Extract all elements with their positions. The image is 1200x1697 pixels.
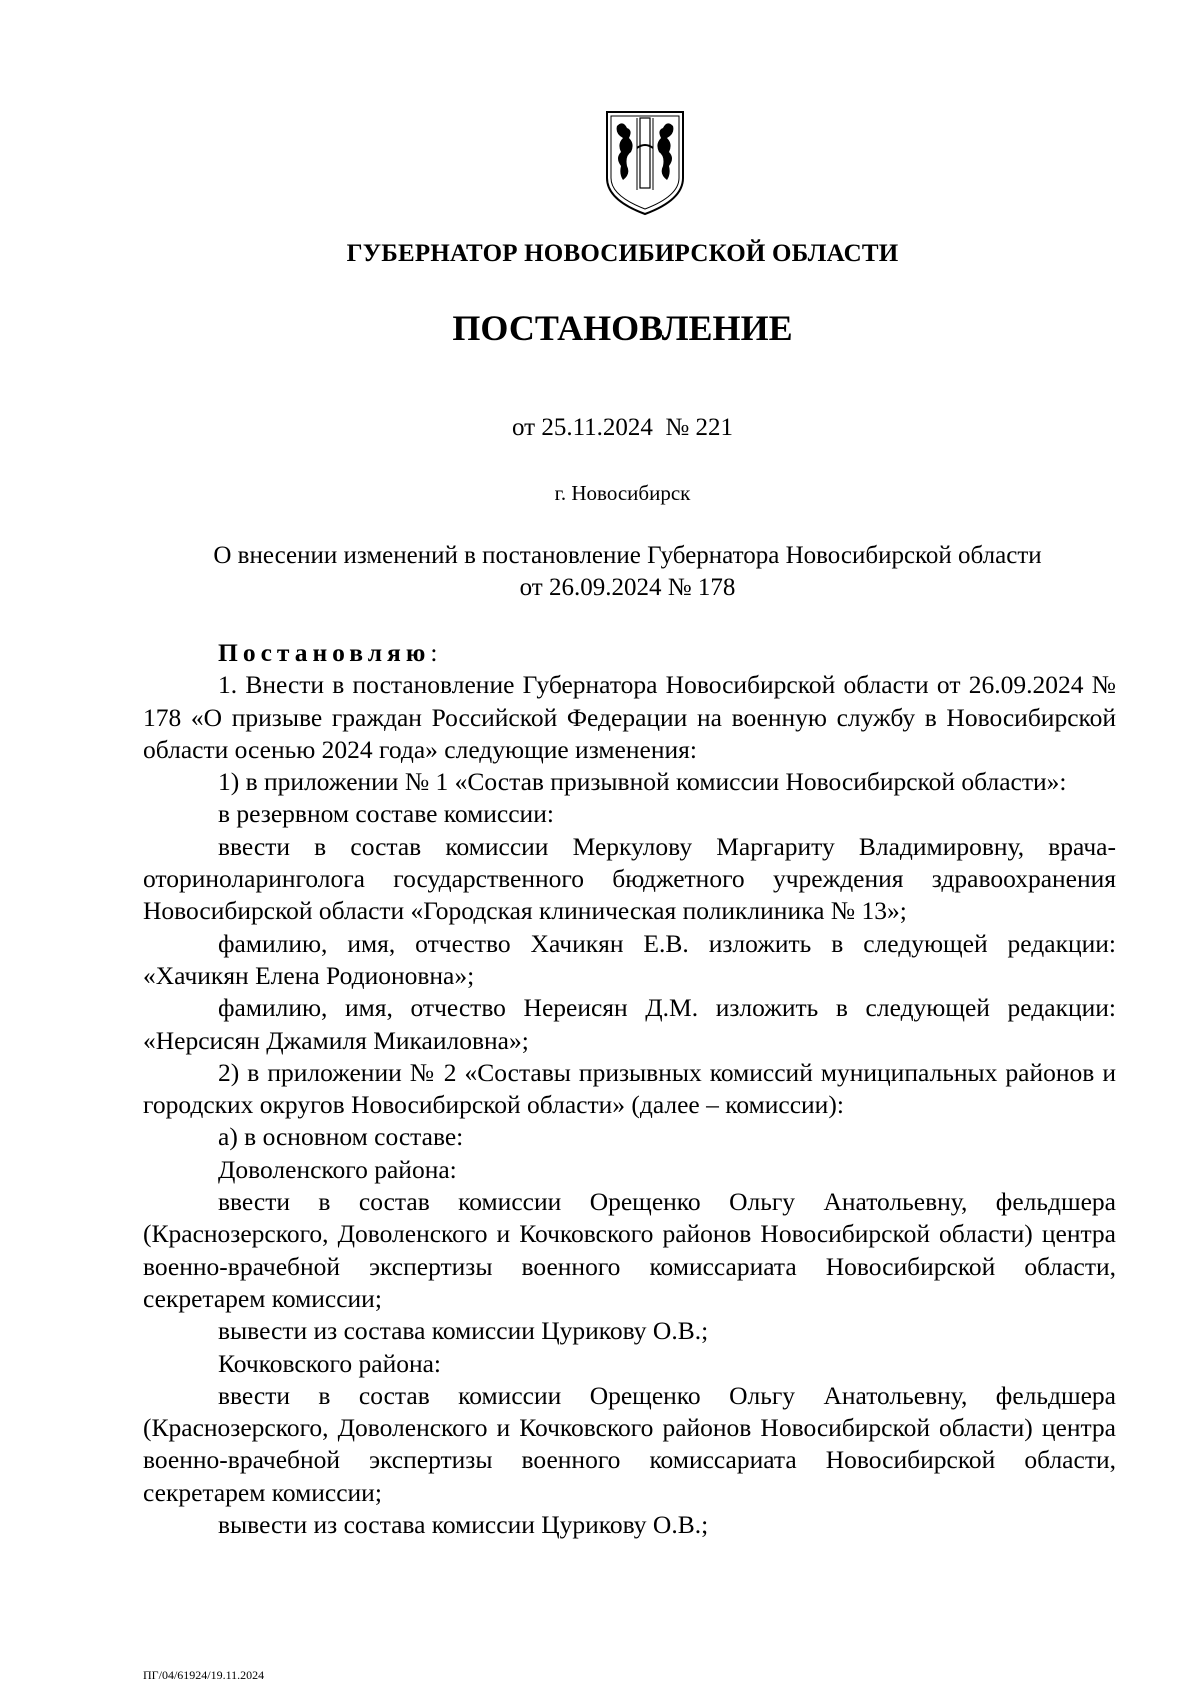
coat-of-arms-icon xyxy=(603,108,687,218)
footer-document-code: ПГ/04/61924/19.11.2024 xyxy=(143,1668,265,1682)
issue-place: г. Новосибирск xyxy=(554,481,691,505)
paragraph: ввести в состав комиссии Орещенко Ольгу Анатольевну, фельдшера (Краснозерского, Доволенского и Кочковского районов Новосибирской области) центра военно-врачебной экспертизы военного комиссариата Новосибирской области, секретарем комиссии; xyxy=(143,1187,1116,1313)
document-subject xyxy=(140,540,1115,604)
document-type-title: ПОСТАНОВЛЕНИЕ xyxy=(452,308,793,348)
paragraph: вывести из состава комиссии Цурикову О.В.; xyxy=(218,1510,709,1540)
paragraph: 1. Внести в постановление Губернатора Новосибирской области от 26.09.2024 № 178 «О призыве граждан Российской Федерации на военную службу в Новосибирской области осенью 2024 года» следующие изменения: xyxy=(143,670,1116,764)
subject-line-1: О внесении изменений в постановление Губернатора Новосибирской области xyxy=(213,542,1042,569)
paragraph: фамилию, имя, отчество Хачикян Е.В. изложить в следующей редакции: «Хачикян Елена Родионовна»; xyxy=(143,928,1116,990)
paragraph: вывести из состава комиссии Цурикову О.В.; xyxy=(218,1316,709,1346)
issuing-authority: ГУБЕРНАТОР НОВОСИБИРСКОЙ ОБЛАСТИ xyxy=(346,240,899,267)
paragraph: фамилию, имя, отчество Нереисян Д.М. изложить в следующей редакции: «Нерсисян Джамиля Микаиловна»; xyxy=(143,993,1116,1055)
paragraph: 1) в приложении № 1 «Состав призывной комиссии Новосибирской области»: xyxy=(218,767,1067,797)
paragraph: в резервном составе комиссии: xyxy=(218,799,554,829)
document-date-number: от 25.11.2024 № 221 xyxy=(511,414,734,441)
paragraph: Доволенского района: xyxy=(218,1154,457,1184)
paragraph: 2) в приложении № 2 «Составы призывных комиссий муниципальных районов и городских округов Новосибирской области» (далее – комиссии): xyxy=(143,1057,1116,1120)
decree-lead xyxy=(143,637,1116,669)
decree-lead-word: Постановляю xyxy=(218,638,431,667)
document-body xyxy=(143,637,1116,1541)
decree-lead-colon: : xyxy=(430,638,438,667)
paragraph: ввести в состав комиссии Орещенко Ольгу Анатольевну, фельдшера (Краснозерского, Доволенского и Кочковского районов Новосибирской области) центра военно-врачебной экспертизы военного комиссариата Новосибирской области, секретарем комиссии; xyxy=(143,1380,1116,1507)
paragraph: Кочковского района: xyxy=(218,1348,442,1378)
paragraph: ввести в состав комиссии Меркулову Маргариту Владимировну, врача-оториноларинголога государственного бюджетного учреждения здравоохранения Новосибирской области «Городская клиническая поликлиника № 13»; xyxy=(143,831,1116,926)
paragraph: а) в основном составе: xyxy=(218,1122,464,1152)
subject-line-2: от 26.09.2024 № 178 xyxy=(519,574,736,601)
